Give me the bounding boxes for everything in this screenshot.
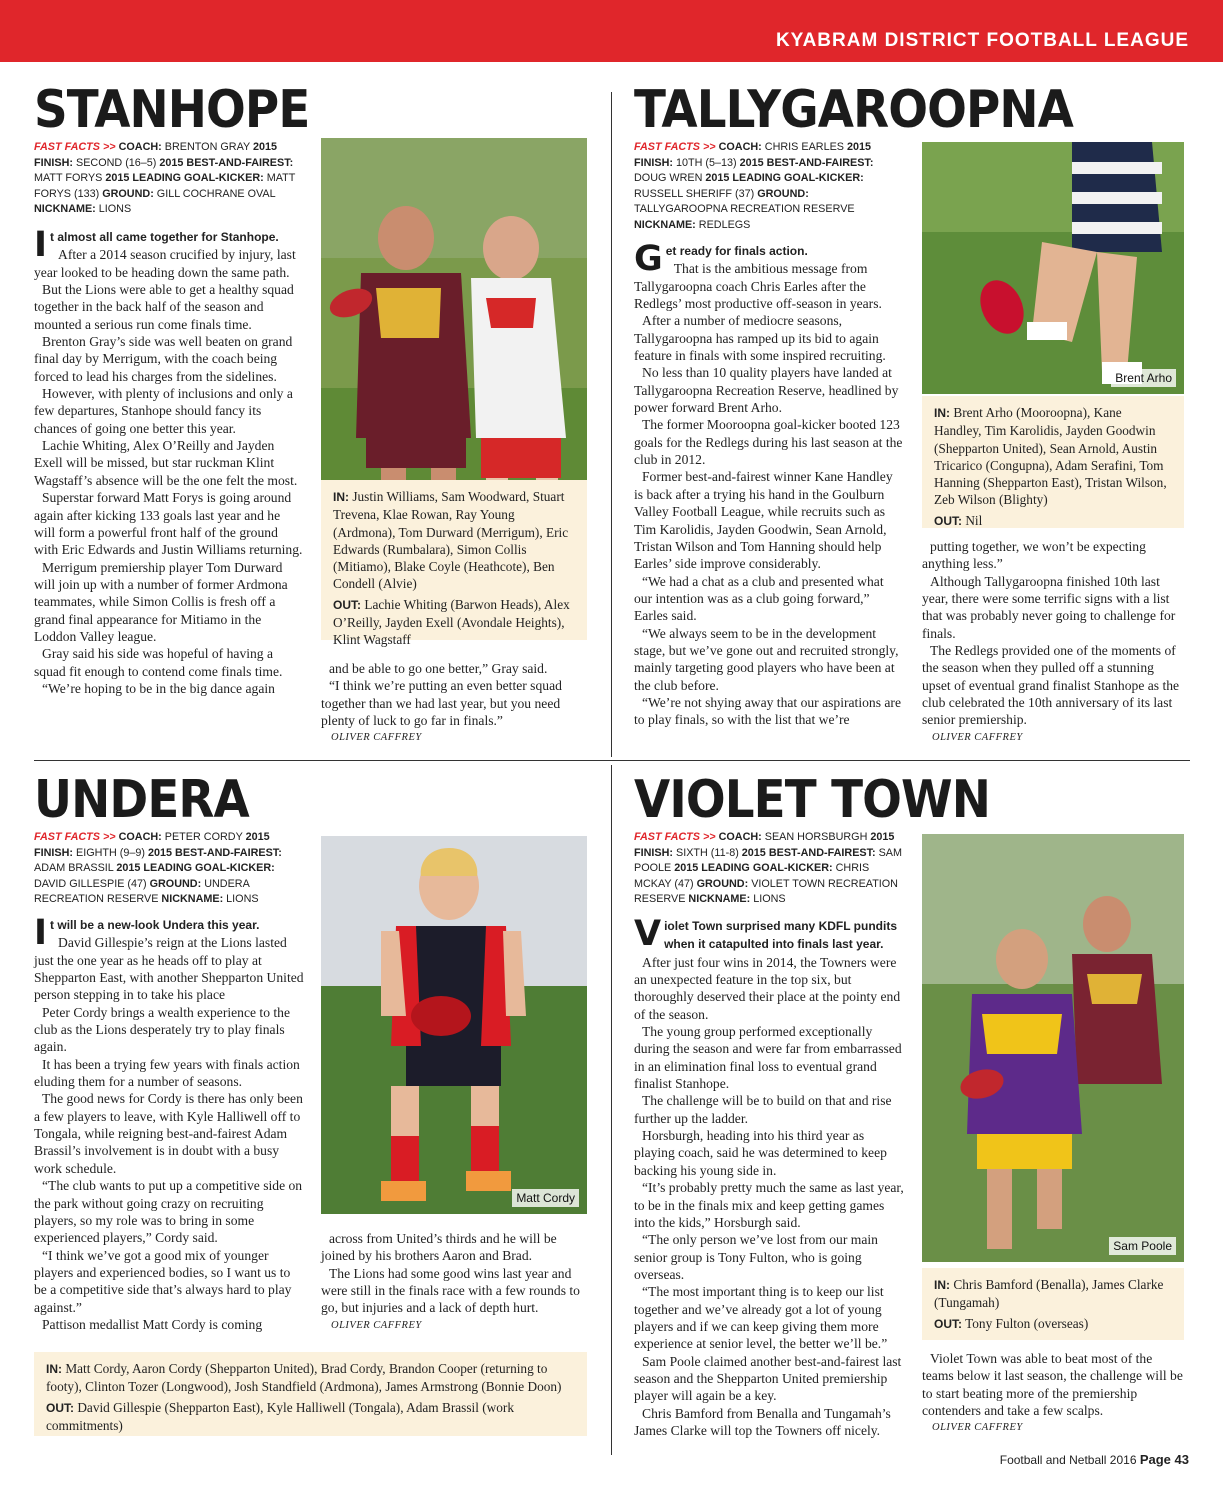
photo-sam-poole [922, 834, 1184, 1262]
footballer-photo-illustration [321, 836, 587, 1214]
footballer-photo-illustration [922, 142, 1184, 394]
team-title: UNDERA [34, 770, 249, 830]
in-out-box: IN: Brent Arho (Mooroopna), Kane Handley, Tim Karolidis, Jayden Goodwin (Shepparton United), Sean Arnold, Austin Tricarico (Congupna), Adam Serafini, Tom Hanning (Shepparton East), Tristan Wilson, Zeb Wilson (Blighty) OUT: Nil [922, 396, 1184, 528]
section-divider [34, 760, 1190, 761]
byline: OLIVER CAFFREY [932, 731, 1023, 743]
team-title: VIOLET TOWN [634, 770, 991, 830]
in-out-box: IN: Chris Bamford (Benalla), James Clarke (Tungamah) OUT: Tony Fulton (overseas) [922, 1268, 1184, 1340]
photo-caption: Sam Poole [1109, 1237, 1176, 1255]
publication-name: Football and Netball 2016 [999, 1453, 1137, 1467]
team-title: STANHOPE [34, 80, 310, 140]
lead-paragraph: Get ready for finals action. [634, 239, 808, 279]
article-column-1: It almost all came together for Stanhope. After a 2014 season crucified by injury, last year looked to be heading down the same path. But the Lions were able to get a healthy squad together in the back half of the season and mounted a serious run come finals time. Brenton Gray’s side was well beaten on grand final day by Merrigum, with the coach being forced to lead his charges from the sidelines. However, with plenty of inclusions and only a few departures, Stanhope should fancy its chances of going one better this year. Lachie Whiting, Alex O’Reilly and Jayden Exell will be missed, but star ruckman Klint Wagstaff’s absence will be the one felt the most. Superstar forward Matt Forys is going around again after kicking 133 goals last year and he will form a powerful front half of the ground with Eric Edwards and Justin Williams returning. Merrigum premiership player Tom Durward will join up with a number of former Ardmona teammates, while Simon Collis is fresh off a grand final appearance for Mitiamo in the Loddon Valley league. Gray said his side was hopeful of having a squad fit enough to contend come finals time. “We’re hoping to be in the big dance again [34, 225, 303, 696]
byline: OLIVER CAFFREY [331, 732, 422, 744]
in-out-box: IN: Justin Williams, Sam Woodward, Stuart Trevena, Klae Rowan, Ray Young (Ardmona), Tom Durward (Merrigum), Eric Edwards (Rumbalara), Simon Collis (Mitiamo), Blake Coyle (Heathcote), Ben Condell (Alvie) OUT: Lachie Whiting (Barwon Heads), Alex O’Reilly, Jayden Exell (Avondale Heights), Klint Wagstaff [321, 480, 587, 640]
article-column-2: and be able to go one better,” Gray said. “I think we’re putting an even better squad together than we had last year, but you need plenty of luck to go far in finals.” OLIVER CAFFREY [321, 660, 587, 747]
article-column-1: Violet Town surprised many KDFL pundits when it catapulted into finals last year. After just four wins in 2014, the Towners were an unexpected feature in the top six, but thoroughly deserved their place at the pointy end of the season. The young group performed exceptionally during the season and were far from embarrassed in an elimination final loss to eventual grand finalist Stanhope. The challenge will be to build on that and rise further up the ladder. Horsburgh, heading into his third year as playing coach, said he was determined to keep backing his young side in. “It’s probably pretty much the same as last year, to be in the finals mix and keep getting games into the kids,” Horsburgh said. “The only person we’ve lost from our main senior group is Tony Fulton, who is going overseas. “The most important thing is to keep our list together and we’ve already got a lot of young players and if we can keep giving them more experience at senior level, the better we’ll be.” Sam Poole claimed another best-and-fairest last season and the Shepparton United premiership player will again be a key. Chris Bamford from Benalla and Tungamah’s James Clarke will top the Towners off nicely. [634, 914, 904, 1438]
fast-facts: FAST FACTS >> COACH: BRENTON GRAY 2015 FINISH: SECOND (16–5) 2015 BEST-AND-FAIREST: MATT FORYS 2015 LEADING GOAL-KICKER: MATT FORYS (133) GROUND: GILL COCHRANE OVAL NICKNAME: LIONS [34, 141, 296, 215]
lead-paragraph: Violet Town surprised many KDFL pundits when it catapulted into finals last year. [634, 914, 897, 954]
article-column-2: across from United’s thirds and he will be joined by his brothers Aaron and Brad. The Lions had some good wins last year and were still in the finals race with a few rounds to go, but injuries and a lack of depth hurt. OLIVER CAFFREY [321, 1230, 587, 1334]
footballer-photo-illustration [922, 834, 1184, 1262]
photo-brent-arho [922, 142, 1184, 394]
stanhope-section [34, 82, 594, 752]
tallygaroopna-section [634, 82, 1190, 752]
article-column-1: Get ready for finals action. That is the ambitious message from Tallygaroopna coach Chris Earles after the Redlegs’ most productive off-season in years. After a number of mediocre seasons, Tallygaroopna has ramped up its bid to again feature in finals with some inspired recruiting. No less than 10 quality players have landed at Tallygaroopna Recreation Reserve, headlined by power forward Brent Arho. The former Mooroopna goal-kicker booted 123 goals for the Redlegs during his last season at the club in 2012. Former best-and-fairest winner Kane Handley is back after a trying his hand in the Goulburn Valley Football League, while recruits such as Tim Karolidis, Jayden Goodwin, Sean Arnold, Tristan Wilson and Tom Hanning should help Earles’ side improve considerably. “We had a chat as a club and presented what our intention was as a club going forward,” Earles said. “We always seem to be in the development stage, but we’ve gone out and recruited strongly, mainly targeting good players who have been at the club before. “We’re not shying away that our aspirations are to play finals, so with the list that we’re [634, 239, 903, 728]
page-footer [1000, 1452, 1189, 1467]
lead-paragraph: It will be a new-look Undera this year. [34, 913, 260, 953]
column-divider-bottom [611, 765, 612, 1455]
byline: OLIVER CAFFREY [331, 1319, 422, 1331]
article-column-2: putting together, we won’t be expecting anything less.” Although Tallygaroopna finished 10th last year, there were some terrific signs with a list that was probably never going to challenge for finals. The Redlegs provided one of the moments of the season when they pulled off a stunning upset of eventual grand finalist Stanhope as the club celebrated the 10th anniversary of its last senior premiership. OLIVER CAFFREY [922, 538, 1184, 746]
article-column-2: Violet Town was able to beat most of the teams below it last season, the challenge will be to start beating more of the premiership contenders and take a few scalps. OLIVER CAFFREY [922, 1350, 1184, 1437]
team-title: TALLYGAROOPNA [634, 80, 1073, 140]
league-banner [0, 0, 1223, 62]
column-divider-top [611, 92, 612, 757]
photo-matt-cordy [321, 836, 587, 1214]
fast-facts: FAST FACTS >> COACH: SEAN HORSBURGH 2015 FINISH: SIXTH (11-8) 2015 BEST-AND-FAIREST: SAM POOLE 2015 LEADING GOAL-KICKER: CHRIS MCKAY (47) GROUND: VIOLET TOWN RECREATION RESERVE NICKNAME: LIONS [634, 831, 902, 905]
lead-paragraph: It almost all came together for Stanhope. [34, 225, 279, 265]
article-column-1: It will be a new-look Undera this year. David Gillespie’s reign at the Lions lasted just the one year as he heads off to play at Shepparton East, with another Shepparton United person stepping in to take his place Peter Cordy brings a wealth experience to the club as the Lions desperately try to play finals again. It has been a trying few years with finals action eluding them for a number of seasons. The good news for Cordy is there has only been a few players to leave, with Kyle Halliwell off to Tongala, while reigning best-and-fairest Adam Brassil’s involvement is in doubt with a busy work schedule. “The club wants to put up a competitive side on the park without going crazy on recruiting players, so my role was to bring in some experienced players,” Cordy said. “I think we’ve got a good mix of younger players and experienced bodies, so I want us to be a competitive side that’s always hard to play against.” Pattison medallist Matt Cordy is coming [34, 913, 304, 1332]
undera-section [34, 772, 594, 1442]
in-out-box: IN: Matt Cordy, Aaron Cordy (Shepparton United), Brad Cordy, Brandon Cooper (returning to footy), Clinton Tozer (Longwood), Josh Standfield (Ardmona), James Armstrong (Bonnie Doon) OUT: David Gillespie (Shepparton East), Kyle Halliwell (Tongala), Adam Brassil (work commitments) [34, 1352, 587, 1436]
page-number: Page 43 [1139, 1452, 1189, 1467]
violet-town-section [634, 772, 1190, 1442]
fast-facts: FAST FACTS >> COACH: CHRIS EARLES 2015 FINISH: 10TH (5–13) 2015 BEST-AND-FAIREST: DOUG WREN 2015 LEADING GOAL-KICKER: RUSSELL SHERIFF (37) GROUND: TALLYGAROOPNA RECREATION RESERVE NICKNAME: REDLEGS [634, 141, 874, 231]
banner-title: KYABRAM DISTRICT FOOTBALL LEAGUE [775, 30, 1189, 51]
photo-caption: Brent Arho [1111, 369, 1176, 387]
fast-facts: FAST FACTS >> COACH: PETER CORDY 2015 FINISH: EIGHTH (9–9) 2015 BEST-AND-FAIREST: ADAM BRASSIL 2015 LEADING GOAL-KICKER: DAVID GILLESPIE (47) GROUND: UNDERA RECREATION RESERVE NICKNAME: LIONS [34, 831, 282, 905]
byline: OLIVER CAFFREY [932, 1422, 1023, 1434]
photo-caption: Matt Cordy [512, 1189, 579, 1207]
